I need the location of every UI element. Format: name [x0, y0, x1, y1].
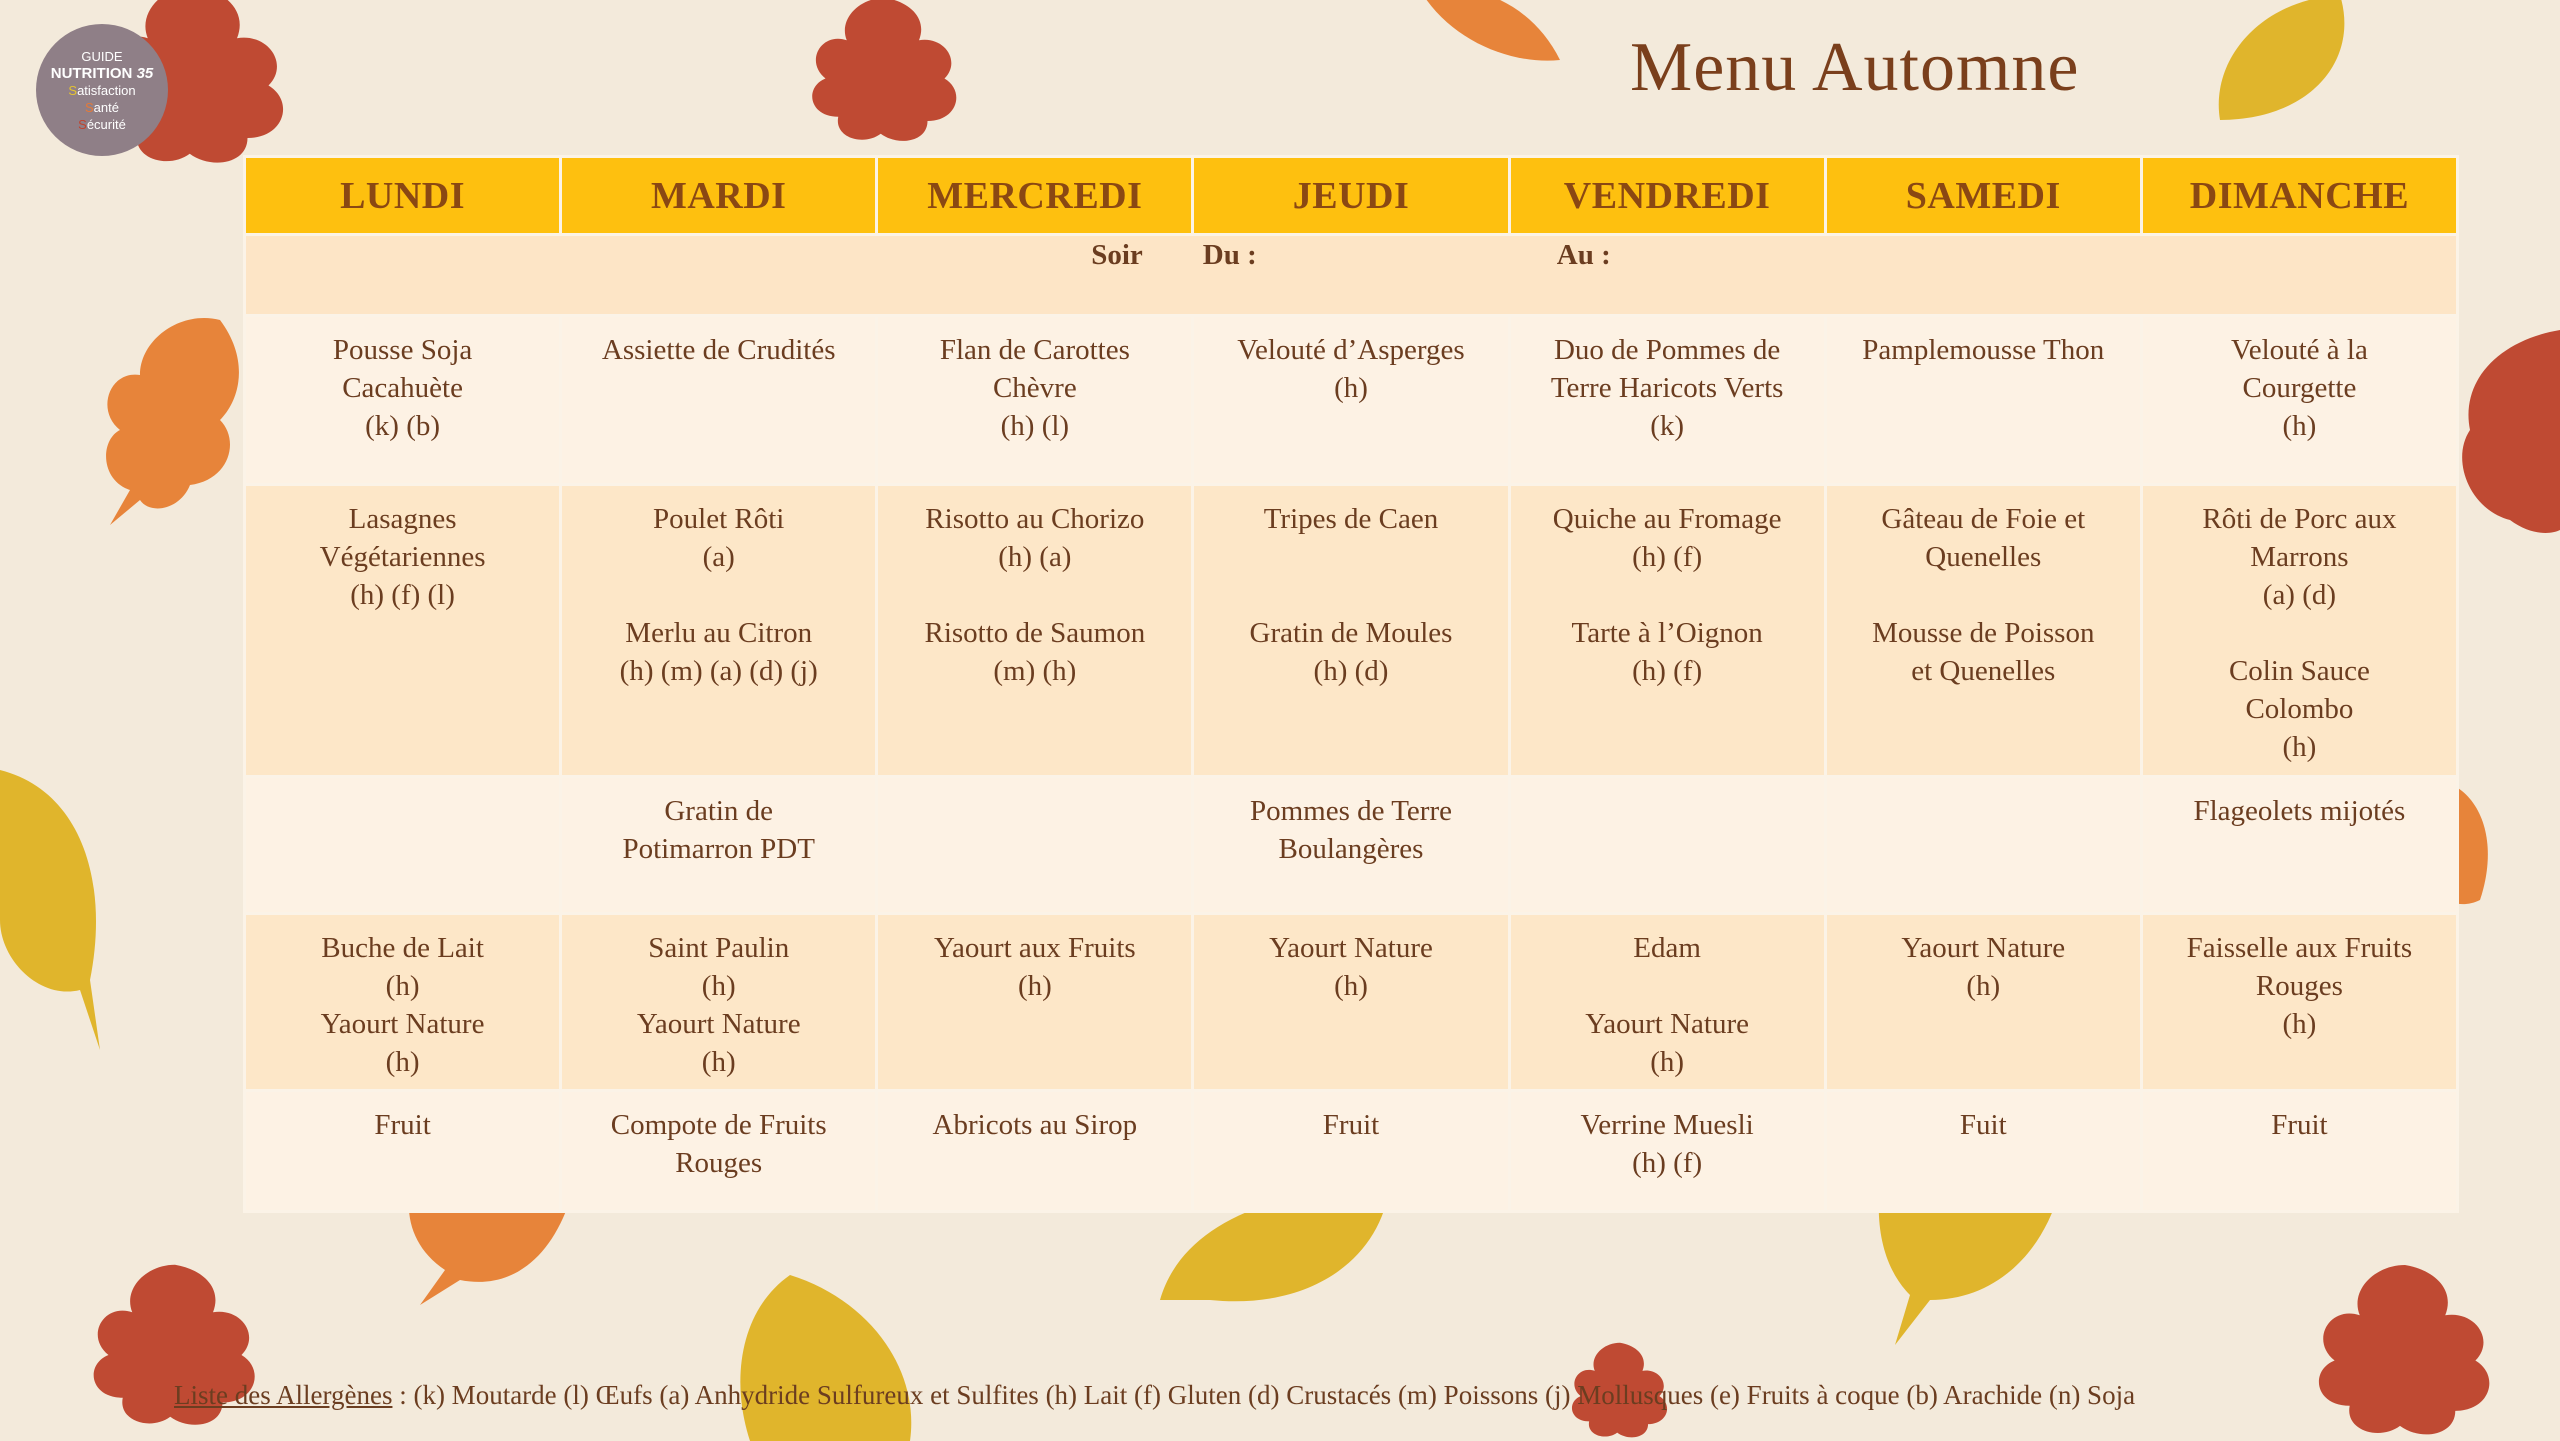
menu-item-line: Yaourt Nature — [636, 1008, 801, 1040]
menu-item-line: Marrons — [2250, 541, 2349, 573]
menu-item-line: Verrine Muesli — [1580, 1109, 1754, 1141]
menu-cell — [1509, 485, 1825, 777]
menu-item-line: (a) (d) — [2262, 579, 2337, 611]
menu-cell — [877, 1091, 1193, 1212]
menu-cell — [2141, 485, 2457, 777]
menu-item-line: (h) — [2282, 1008, 2317, 1040]
menu-cell — [1193, 777, 1509, 914]
menu-cell — [877, 316, 1193, 485]
days-header-row — [245, 157, 2458, 235]
menu-cell — [245, 1091, 561, 1212]
menu-item-line: (h) — [1966, 970, 2001, 1002]
menu-item-line: Compote de Fruits — [610, 1109, 827, 1141]
logo-sante: Santé — [85, 99, 119, 115]
page-title: Menu Automne — [1630, 29, 2080, 106]
menu-item-line: Quiche au Fromage — [1552, 503, 1782, 535]
menu-item-line: Mousse de Poisson — [1872, 617, 2095, 649]
logo-line1: GUIDE — [81, 48, 123, 64]
logo-securite: Sécurité — [78, 116, 126, 132]
menu-item-line: Fruit — [374, 1109, 431, 1141]
menu-cell — [1193, 914, 1509, 1091]
day-header: JEUDI — [1193, 157, 1509, 235]
menu-item-line: (h) — [701, 970, 736, 1002]
menu-item-line: Saint Paulin — [648, 932, 790, 964]
dessert-row — [245, 1091, 2458, 1212]
menu-item-line: Gâteau de Foie et — [1881, 503, 2086, 535]
menu-cell — [1509, 777, 1825, 914]
oak-leaf-icon — [80, 300, 260, 530]
oak-leaf-icon — [80, 1250, 270, 1441]
date-to-label: Au : — [1556, 239, 1611, 271]
menu-item-line: (h) — [385, 1046, 420, 1078]
leaf-icon — [730, 1270, 920, 1441]
guide-nutrition-logo — [36, 24, 168, 156]
logo-satisfaction: Satisfaction — [68, 82, 136, 98]
menu-table — [243, 155, 2459, 1213]
date-from-label: Du : — [1202, 239, 1257, 271]
starter-row — [245, 316, 2458, 485]
leaf-icon — [2200, 0, 2370, 130]
side-dish-row — [245, 777, 2458, 914]
menu-item-line: Yaourt Nature — [1585, 1008, 1750, 1040]
menu-item-line: Assiette de Crudités — [601, 334, 836, 366]
soir-cell — [245, 235, 2458, 316]
day-header: DIMANCHE — [2141, 157, 2457, 235]
menu-item-line: Lasagnes — [348, 503, 457, 535]
menu-item-line: Courgette — [2242, 372, 2357, 404]
menu-item-line: Flageolets mijotés — [2193, 795, 2406, 827]
menu-cell — [245, 777, 561, 914]
menu-item-line: (h) (f) (l) — [350, 579, 455, 611]
menu-cell — [877, 485, 1193, 777]
menu-cell — [1825, 777, 2141, 914]
menu-item-line: Fruit — [1322, 1109, 1380, 1141]
menu-cell — [245, 316, 561, 485]
menu-cell — [1193, 316, 1509, 485]
menu-item-line: (k) — [1650, 410, 1685, 442]
menu-item-line: Merlu au Citron — [625, 617, 813, 649]
menu-cell — [561, 914, 877, 1091]
menu-item-line: (h) (f) — [1632, 1147, 1703, 1179]
menu-item-line: Faisselle aux Fruits — [2186, 932, 2413, 964]
menu-item-line: et Quenelles — [1911, 655, 2056, 687]
menu-cell — [877, 777, 1193, 914]
menu-item-line: Colin Sauce — [2228, 655, 2370, 687]
menu-item-line: Yaourt Nature — [320, 1008, 485, 1040]
menu-item-line: (h) (l) — [1000, 410, 1070, 442]
menu-item-line: Gratin de — [664, 795, 774, 827]
menu-item-line: Tripes de Caen — [1263, 503, 1439, 535]
menu-item-line: Colombo — [2245, 693, 2354, 725]
menu-item-line: Abricots au Sirop — [932, 1109, 1138, 1141]
allergen-legend-title: Liste des Allergènes — [174, 1380, 393, 1410]
menu-item-line: (h) — [1334, 970, 1368, 1002]
menu-cell — [561, 1091, 877, 1212]
leaf-icon — [1410, 0, 1570, 70]
dairy-row — [245, 914, 2458, 1091]
menu-cell — [2141, 316, 2457, 485]
menu-item-line: (m) (h) — [993, 655, 1077, 687]
menu-item-line: Rouges — [2255, 970, 2343, 1002]
soir-row — [245, 235, 2458, 316]
menu-item-line: (h) (f) — [1632, 541, 1703, 573]
allergen-legend-text: : (k) Moutarde (l) Œufs (a) Anhydride Sulfureux et Sulfites (h) Lait (f) Gluten (d) Crustacés (m) Poissons (j) Mollusques (e) Fruits à coque (b) Arachide (n) Soja — [392, 1380, 2136, 1410]
menu-item-line: Buche de Lait — [321, 932, 484, 964]
menu-item-line: Risotto de Saumon — [924, 617, 1146, 649]
menu-item-line: (h) (f) — [1632, 655, 1703, 687]
menu-item-line: Duo de Pommes de — [1553, 334, 1781, 366]
menu-item-line: Edam — [1633, 932, 1701, 964]
menu-item-line: (k) (b) — [365, 410, 441, 442]
menu-item-line: (h) — [1334, 372, 1368, 404]
menu-item-line: Potimarron PDT — [622, 833, 815, 865]
menu-item-line: Velouté d’Asperges — [1237, 334, 1465, 366]
menu-item-line: Cacahuète — [342, 372, 463, 404]
day-header: MERCREDI — [877, 157, 1193, 235]
menu-item-line: Pommes de Terre — [1249, 795, 1452, 827]
menu-item-line: Rôti de Porc aux — [2202, 503, 2397, 535]
menu-cell — [1825, 914, 2141, 1091]
menu-cell — [561, 777, 877, 914]
menu-item-line: Quenelles — [1925, 541, 2042, 573]
menu-cell — [1193, 485, 1509, 777]
menu-item-line: Tarte à l’Oignon — [1571, 617, 1763, 649]
day-header: SAMEDI — [1825, 157, 2141, 235]
menu-item-line: Rouges — [675, 1147, 763, 1179]
menu-cell — [2141, 1091, 2457, 1212]
menu-cell — [877, 914, 1193, 1091]
menu-item-line: Gratin de Moules — [1249, 617, 1453, 649]
menu-item-line: Pamplemousse Thon — [1862, 334, 2105, 366]
menu-cell — [561, 485, 877, 777]
menu-cell — [2141, 914, 2457, 1091]
menu-item-line: (h) — [385, 970, 420, 1002]
menu-item-line: Chèvre — [992, 372, 1077, 404]
menu-item-line: (h) (m) (a) (d) (j) — [619, 655, 818, 687]
menu-cell — [245, 914, 561, 1091]
menu-item-line: Fuit — [1959, 1109, 2007, 1141]
menu-cell — [1825, 1091, 2141, 1212]
logo-line2: NUTRITION — [50, 64, 133, 82]
menu-item-line: (h) — [1017, 970, 1052, 1002]
menu-cell — [1509, 1091, 1825, 1212]
menu-item-line: Pousse Soja — [332, 334, 473, 366]
menu-item-line: (h) (d) — [1313, 655, 1389, 687]
menu-cell — [1825, 485, 2141, 777]
menu-cell — [1509, 316, 1825, 485]
menu-item-line: Flan de Carottes — [939, 334, 1130, 366]
day-header: LUNDI — [245, 157, 561, 235]
menu-item-line: (h) — [2282, 410, 2317, 442]
day-header: MARDI — [561, 157, 877, 235]
menu-cell — [561, 316, 877, 485]
menu-item-line: (h) — [1650, 1046, 1685, 1078]
menu-item-line: Boulangères — [1278, 833, 1424, 865]
allergen-legend — [174, 1380, 2135, 1411]
leaf-icon — [0, 760, 110, 1060]
menu-item-line: Poulet Rôti — [653, 503, 785, 535]
menu-cell — [245, 485, 561, 777]
oak-leaf-icon — [2300, 1260, 2510, 1441]
menu-item-line: (a) — [702, 541, 735, 573]
menu-item-line: Velouté à la — [2230, 334, 2368, 366]
oak-leaf-icon — [800, 0, 970, 150]
menu-item-line: Yaourt aux Fruits — [934, 932, 1136, 964]
menu-item-line: Risotto au Chorizo — [925, 503, 1145, 535]
menu-cell — [1193, 1091, 1509, 1212]
menu-item-line: Végétariennes — [319, 541, 486, 573]
menu-item-line: (h) (a) — [998, 541, 1072, 573]
menu-cell — [1509, 914, 1825, 1091]
menu-item-line: Fruit — [2271, 1109, 2328, 1141]
menu-cell — [2141, 777, 2457, 914]
menu-item-line: (h) — [2282, 731, 2317, 763]
menu-cell — [1825, 316, 2141, 485]
menu-item-line: Yaourt Nature — [1901, 932, 2066, 964]
menu-item-line: (h) — [701, 1046, 736, 1078]
day-header: VENDREDI — [1509, 157, 1825, 235]
soir-label: Soir — [1091, 239, 1143, 271]
main-course-row — [245, 485, 2458, 777]
logo-number: 35 — [136, 64, 154, 82]
menu-item-line: Yaourt Nature — [1269, 932, 1433, 964]
menu-item-line: Terre Haricots Verts — [1550, 372, 1784, 404]
